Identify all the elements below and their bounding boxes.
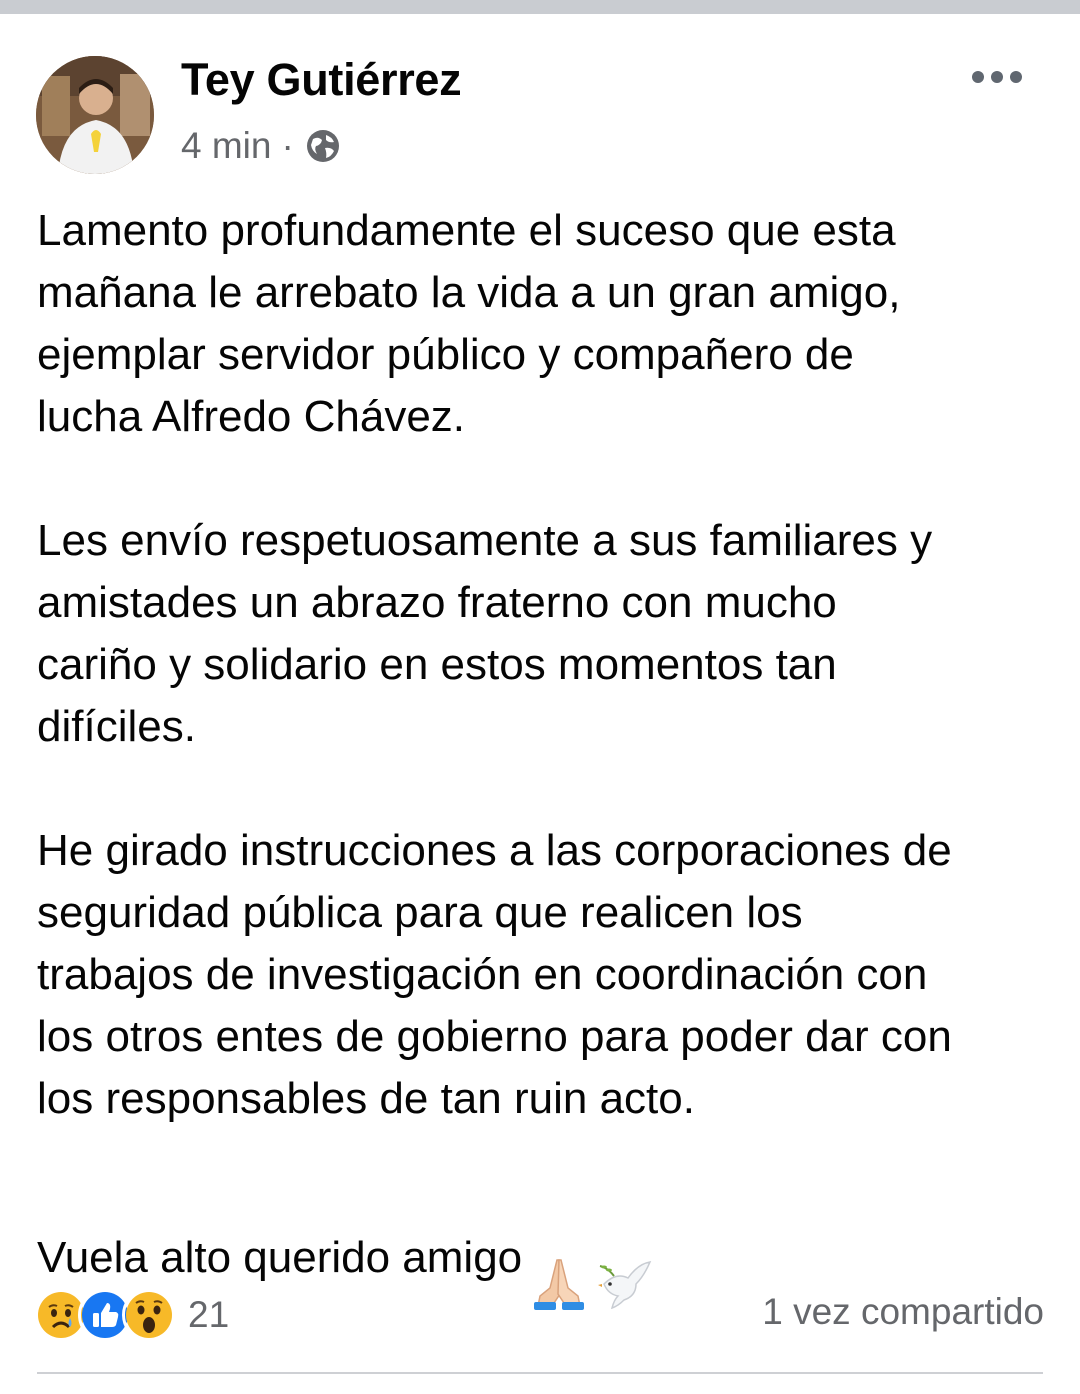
- top-separator: [0, 0, 1080, 14]
- more-dot: [991, 71, 1003, 83]
- post-time[interactable]: 4 min: [181, 125, 272, 166]
- reaction-count: 21: [188, 1294, 230, 1335]
- post-paragraph-3: He girado instrucciones a las corporaciones de seguridad pública para que realicen los trabajos de investigación en coordinación con los otros entes de gobierno para poder dar con los responsables de tan ruin acto.: [37, 826, 952, 1123]
- wow-reaction-icon: [122, 1288, 176, 1342]
- more-dot: [1010, 71, 1022, 83]
- post-meta: [181, 124, 342, 168]
- post-body: [37, 200, 1047, 1329]
- dove-icon: [596, 1192, 654, 1329]
- reactions-summary[interactable]: [34, 1289, 229, 1341]
- folded-hands-icon: [530, 1192, 588, 1329]
- post-paragraph-2: Les envío respetuosamente a sus familiares y amistades un abrazo fraterno con mucho cariño y solidario en estos momentos tan difíciles.: [37, 516, 933, 751]
- shares-count[interactable]: 1 vez compartido: [762, 1291, 1044, 1332]
- avatar[interactable]: [36, 56, 154, 174]
- more-options-button[interactable]: [972, 64, 1028, 90]
- meta-separator: ·: [281, 125, 294, 166]
- post-paragraph-1: Lamento profundamente el suceso que esta mañana le arrebato la vida a un gran amigo, ejemplar servidor público y compañero de lucha Alfredo Chávez.: [37, 206, 901, 441]
- more-dot: [972, 71, 984, 83]
- divider: [37, 1372, 1043, 1374]
- globe-icon: [304, 127, 342, 165]
- author-name[interactable]: Tey Gutiérrez: [181, 54, 462, 105]
- closing-text: Vuela alto querido amigo: [37, 1233, 523, 1283]
